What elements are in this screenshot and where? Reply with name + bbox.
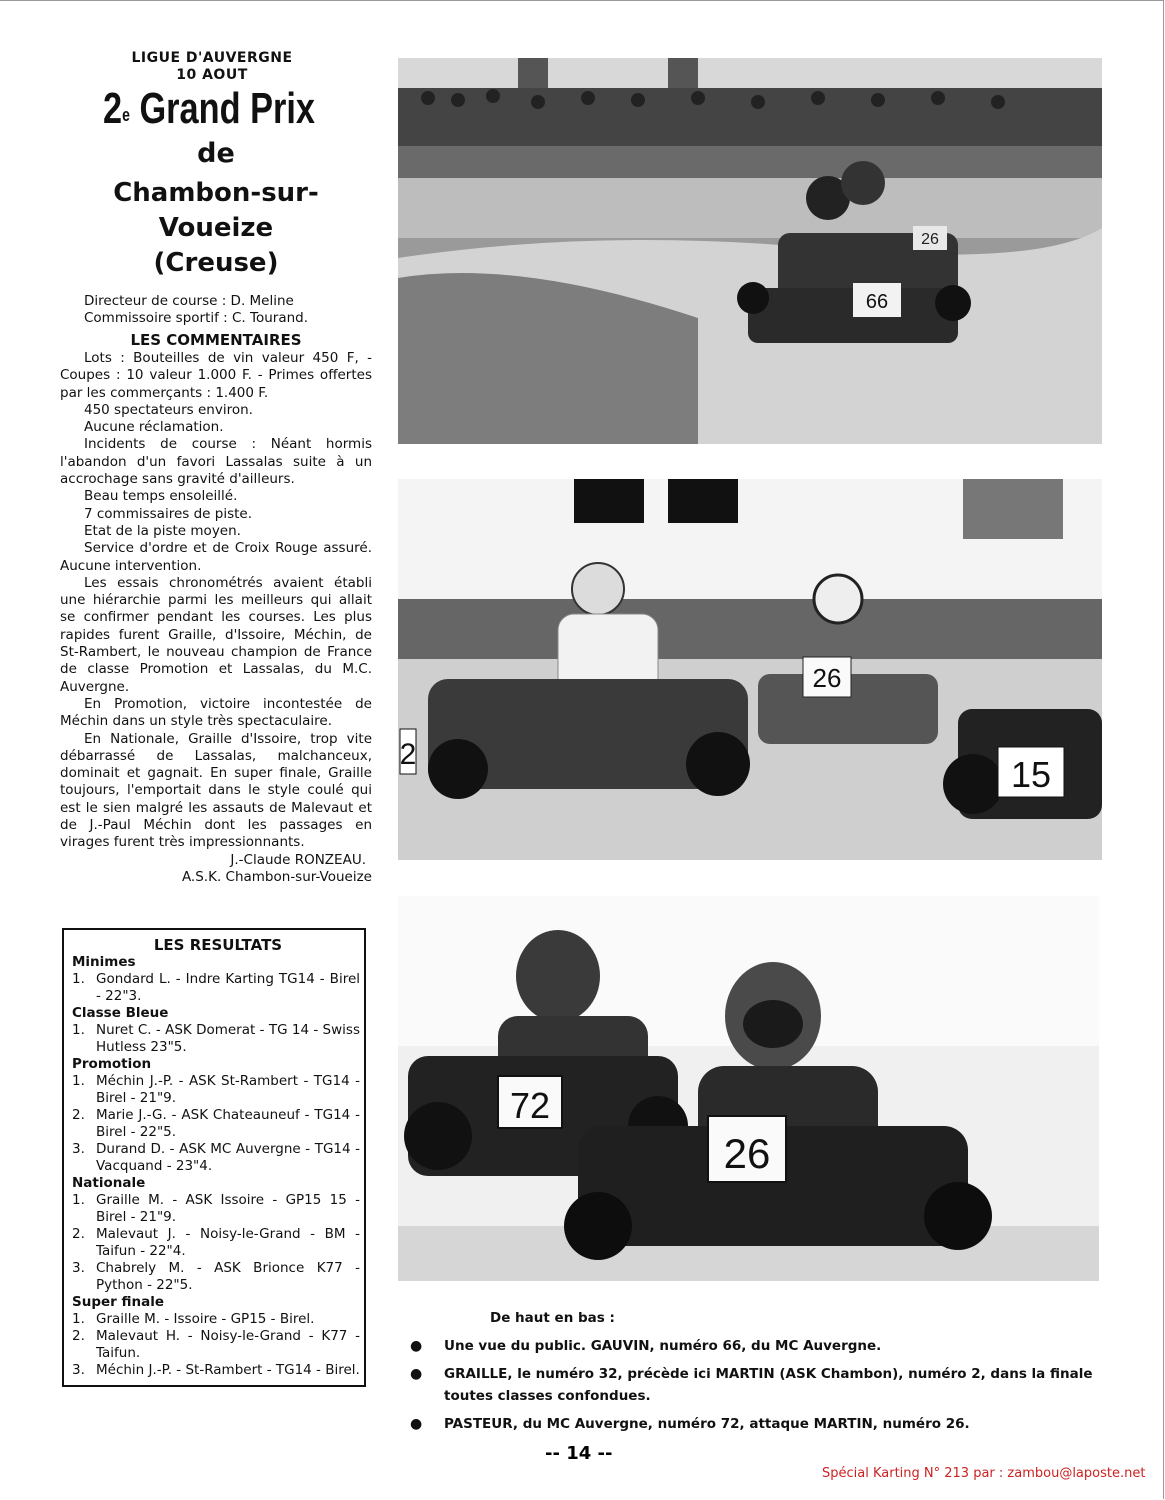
result-rank: 1. — [72, 1022, 85, 1038]
paragraph: Beau temps ensoleillé. — [84, 488, 238, 505]
bullet-icon: ● — [410, 1416, 423, 1432]
league-name: LIGUE D'AUVERGNE — [131, 50, 293, 66]
result-rank: 3. — [72, 1362, 85, 1378]
paragraph: Incidents de course : Néant hormis l'abandon d'un favori Lassalas suite à un accrochage sans gravité d'ailleurs. — [60, 436, 372, 488]
paragraph: Service d'ordre et de Croix Rouge assuré. Aucune intervention. — [60, 540, 372, 574]
caption-text: GRAILLE, le numéro 32, précède ici MARTIN (ASK Chambon), numéro 2, dans la finale toutes classes confondues. — [444, 1366, 1093, 1404]
result-text: Durand D. - ASK MC Auvergne - TG14 - Vacquand - 23"4. — [96, 1141, 360, 1174]
photo-race — [398, 479, 1102, 860]
result-rank: 2. — [72, 1328, 85, 1344]
kart-number-66: 66 — [865, 291, 889, 313]
results-list — [72, 954, 364, 1379]
results-category: Promotion — [72, 1056, 152, 1072]
commentaires-text — [60, 350, 372, 852]
kart-number-72: 72 — [509, 1085, 551, 1126]
results-category: Nationale — [72, 1175, 146, 1191]
kart-number-26: 26 — [921, 231, 939, 248]
paragraph: Lots : Bouteilles de vin valeur 450 F, - Coupes : 10 valeur 1.000 F. - Primes offertes par les commerçants : 1.400 F. — [60, 350, 372, 401]
race-director: Directeur de course : D. Meline — [84, 293, 294, 309]
commentaires-heading: LES COMMENTAIRES — [130, 331, 302, 349]
caption-text: PASTEUR, du MC Auvergne, numéro 72, attaque MARTIN, numéro 26. — [444, 1416, 970, 1432]
caption-item — [410, 1413, 1100, 1435]
paragraph: Les essais chronométrés avaient établi une hiérarchie parmi les meilleurs qui allait se confirmer pendant les courses. Les plus rapides furent Graille, d'Issoire, Méchin, de St-Rambert, le nouveau champion de France de classe Promotion et Lassalas, du M.C. Auvergne. — [60, 574, 372, 695]
result-row — [72, 1141, 364, 1175]
photo-crowd — [398, 58, 1102, 444]
photo-duel — [398, 896, 1099, 1281]
kart-number-26: 26 — [812, 663, 842, 693]
place-region: (Creuse) — [153, 248, 279, 278]
result-rank: 1. — [72, 1192, 85, 1208]
results-box — [62, 928, 366, 1387]
result-rank: 1. — [72, 1311, 85, 1327]
author-club: A.S.K. Chambon-sur-Voueize — [181, 868, 372, 885]
kart-number-2: 2 — [399, 738, 417, 771]
result-row — [72, 1362, 364, 1379]
paragraph: En Promotion, victoire incontestée de Méchin dans un style très spectaculaire. — [60, 695, 372, 730]
result-row — [72, 971, 364, 1005]
paragraph: 7 commissaires de piste. — [84, 505, 252, 522]
result-text: Gondard L. - Indre Karting TG14 - Birel - 22"3. — [96, 971, 360, 1004]
kart-number-15: 15 — [1010, 754, 1052, 795]
footer-credit: Spécial Karting N° 213 par : zambou@laposte.net — [822, 1466, 1146, 1481]
paragraph: Etat de la piste moyen. — [84, 522, 241, 539]
photo-race-image — [398, 479, 1102, 860]
result-row — [72, 1311, 364, 1328]
place-name: Chambon-sur-Voueize — [113, 178, 319, 243]
paragraph: 450 spectateurs environ. — [84, 401, 253, 418]
results-category: Classe Bleue — [72, 1005, 169, 1021]
paragraph: Aucune réclamation. — [84, 419, 224, 436]
results-heading: LES RESULTATS — [153, 936, 283, 954]
result-text: Malevaut J. - Noisy-le-Grand - BM - Taifun - 22"4. — [96, 1226, 360, 1259]
result-rank: 3. — [72, 1141, 85, 1157]
photo-crowd-image — [398, 58, 1102, 444]
result-text: Marie J.-G. - ASK Chateauneuf - TG14 - Birel - 22"5. — [96, 1107, 360, 1140]
result-rank: 3. — [72, 1260, 85, 1276]
kart-number-26: 26 — [723, 1130, 771, 1177]
result-rank: 1. — [72, 1073, 85, 1089]
result-text: Chabrely M. - ASK Brionce K77 - Python - 22"5. — [96, 1260, 360, 1293]
result-text: Nuret C. - ASK Domerat - TG 14 - Swiss Hutless 23"5. — [96, 1022, 360, 1055]
title-de: de — [197, 138, 235, 169]
author-name: J.-Claude RONZEAU. — [230, 851, 366, 868]
caption-item — [410, 1335, 1100, 1357]
result-rank: 2. — [72, 1226, 85, 1242]
result-row — [72, 1107, 364, 1141]
result-rank: 1. — [72, 971, 85, 987]
page-number: -- 14 -- — [545, 1443, 613, 1464]
bullet-icon: ● — [410, 1366, 423, 1382]
officials — [84, 293, 372, 327]
caption-item — [410, 1363, 1100, 1407]
result-rank: 2. — [72, 1107, 85, 1123]
result-row — [72, 1260, 364, 1294]
results-category: Super finale — [72, 1294, 165, 1310]
caption-text: Une vue du public. GAUVIN, numéro 66, du MC Auvergne. — [444, 1338, 882, 1354]
event-date: 10 AOUT — [176, 67, 248, 83]
photo-caption — [410, 1307, 1100, 1435]
article-title: 2e Grand Prix — [103, 84, 315, 133]
caption-heading: De haut en bas : — [490, 1310, 615, 1326]
photo-duel-image — [398, 896, 1099, 1281]
result-text: Méchin J.-P. - ASK St-Rambert - TG14 - Birel - 21"9. — [96, 1073, 360, 1106]
bullet-icon: ● — [410, 1338, 423, 1354]
result-row — [72, 1073, 364, 1107]
result-text: Graille M. - Issoire - GP15 - Birel. — [96, 1311, 315, 1327]
result-row — [72, 1328, 364, 1362]
results-category: Minimes — [72, 954, 136, 970]
article-column — [60, 50, 372, 886]
result-text: Méchin J.-P. - St-Rambert - TG14 - Birel. — [96, 1362, 360, 1378]
paragraph: En Nationale, Graille d'Issoire, trop vite débarrassé de Lassalas, malchanceux, dominait et gagnait. En super finale, Graille toujours, l'emportait dans le style coulé qui est le sien malgré les assauts de Malevaut et de J.-Paul Méchin dont les passages en virages furent très impressionnants. — [60, 730, 372, 851]
result-row — [72, 1022, 364, 1056]
result-text: Malevaut H. - Noisy-le-Grand - K77 - Taifun. — [96, 1328, 360, 1361]
result-row — [72, 1226, 364, 1260]
result-row — [72, 1192, 364, 1226]
sport-commissioner: Commissoire sportif : C. Tourand. — [84, 310, 309, 326]
result-text: Graille M. - ASK Issoire - GP15 15 - Birel - 21"9. — [96, 1192, 360, 1225]
